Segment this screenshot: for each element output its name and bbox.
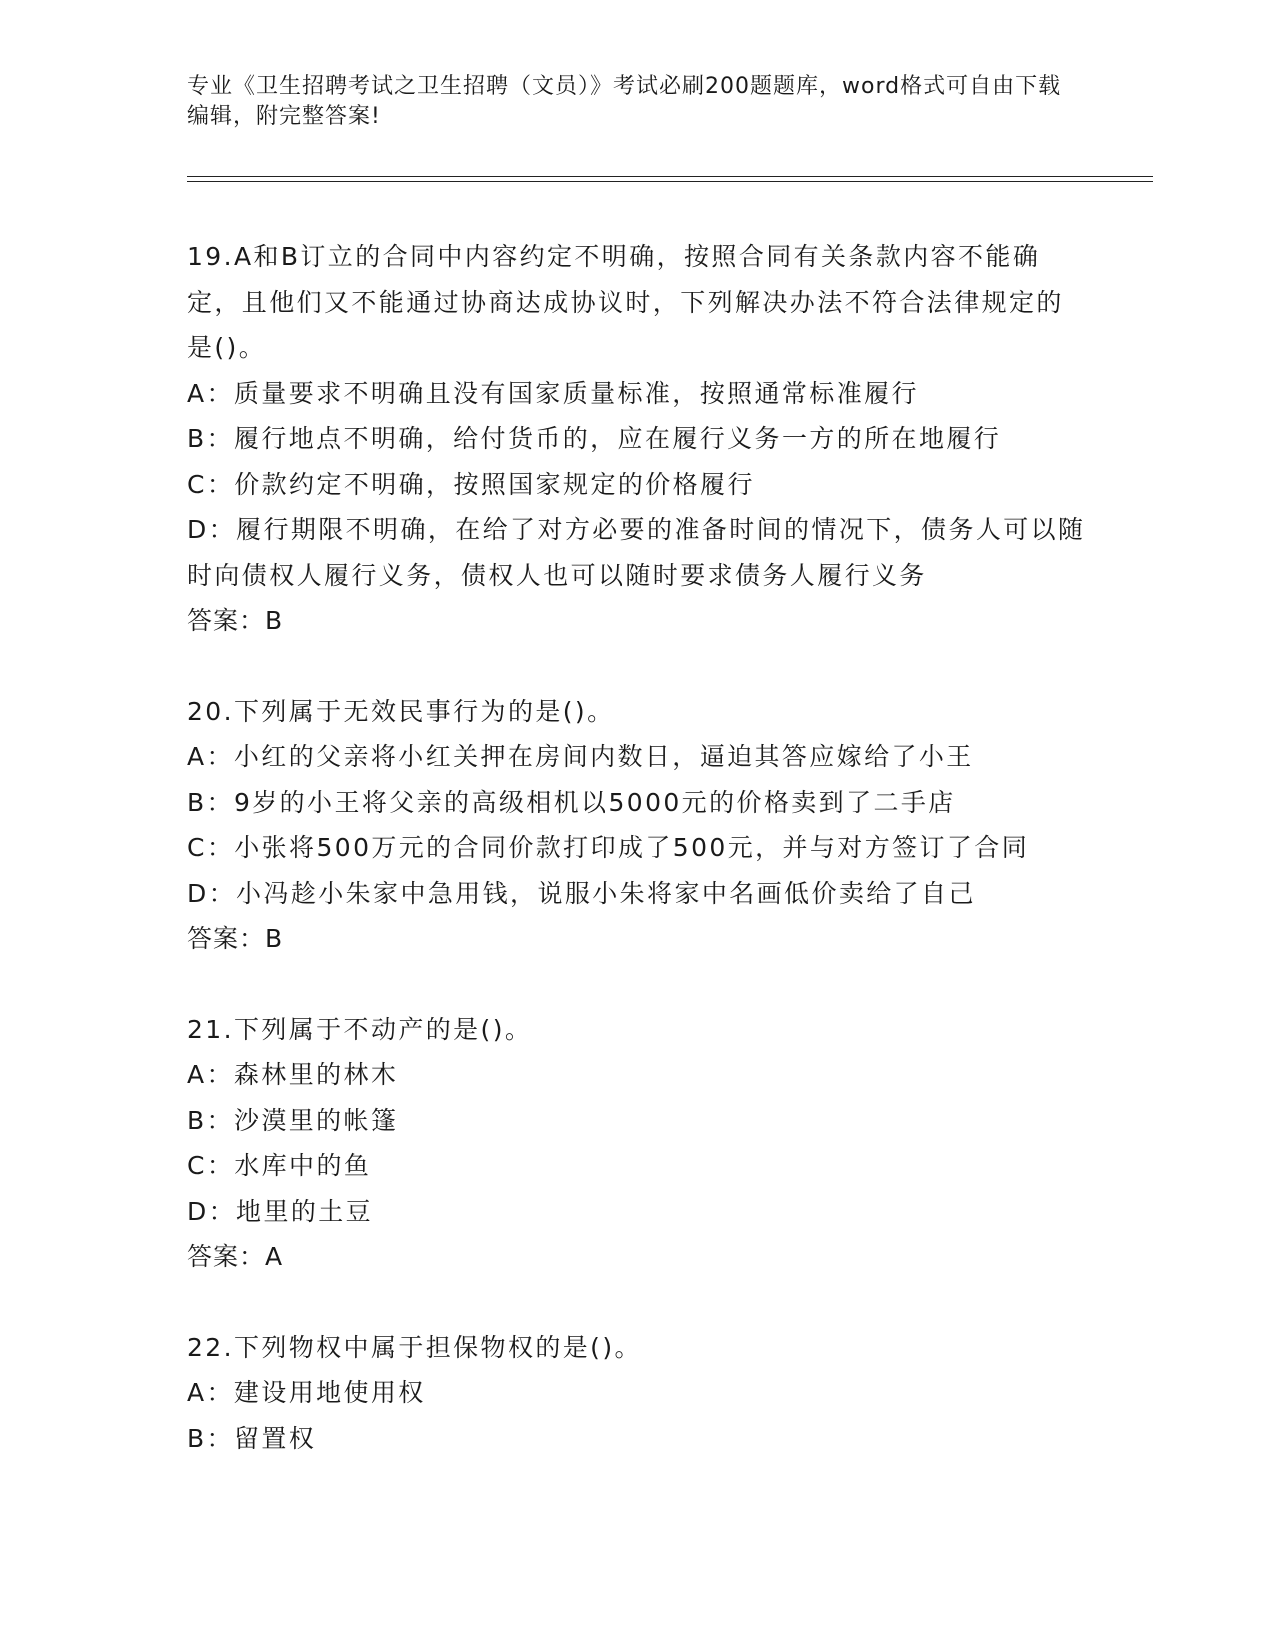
option-a: A：森林里的林木 (187, 1060, 399, 1089)
answer-line: 答案：A (187, 1242, 284, 1271)
question-stem: 19.A和B订立的合同中内容约定不明确，按照合同有关条款内容不能确定，且他们又不能通过协商达成协议时，下列解决办法不符合法律规定的是()。 (187, 242, 1064, 362)
question-19 (187, 234, 1087, 644)
option-c: C：价款约定不明确，按照国家规定的价格履行 (187, 469, 755, 499)
question-list (187, 234, 1087, 1461)
question-stem: 22.下列物权中属于担保物权的是()。 (187, 1332, 642, 1362)
document-header: 专业《卫生招聘考试之卫生招聘（文员）》考试必刷200题题库，word格式可自由下载编辑，附完整答案! (187, 74, 1062, 129)
option-d: D：地里的土豆 (187, 1196, 374, 1226)
question-stem: 21.下列属于不动产的是()。 (187, 1014, 533, 1044)
option-b: B：留置权 (187, 1423, 317, 1453)
option-a: A：小红的父亲将小红关押在房间内数日，逼迫其答应嫁给了小王 (187, 742, 974, 771)
option-a: A：质量要求不明确且没有国家质量标准，按照通常标准履行 (187, 378, 919, 408)
option-b: B：沙漠里的帐篷 (187, 1105, 399, 1135)
question-20 (187, 689, 1087, 962)
option-b: B：9岁的小王将父亲的高级相机以5000元的价格卖到了二手店 (187, 787, 956, 817)
question-22 (187, 1325, 1087, 1462)
question-stem: 20.下列属于无效民事行为的是()。 (187, 696, 615, 726)
answer-line: 答案：B (187, 924, 284, 953)
option-a: A：建设用地使用权 (187, 1378, 426, 1407)
option-c: C：小张将500万元的合同价款打印成了500元，并与对方签订了合同 (187, 833, 1030, 862)
header-divider-top (187, 176, 1153, 177)
question-21 (187, 1007, 1087, 1280)
option-d: D：小冯趁小朱家中急用钱，说服小朱将家中名画低价卖给了自己 (187, 878, 976, 908)
answer-line: 答案：B (187, 606, 284, 635)
option-c: C：水库中的鱼 (187, 1151, 372, 1180)
option-d: D：履行期限不明确，在给了对方必要的准备时间的情况下，债务人可以随时向债权人履行义务，债权人也可以随时要求债务人履行义务 (187, 515, 1086, 590)
option-b: B：履行地点不明确，给付货币的，应在履行义务一方的所在地履行 (187, 424, 1002, 453)
header-divider-bottom (187, 181, 1153, 182)
